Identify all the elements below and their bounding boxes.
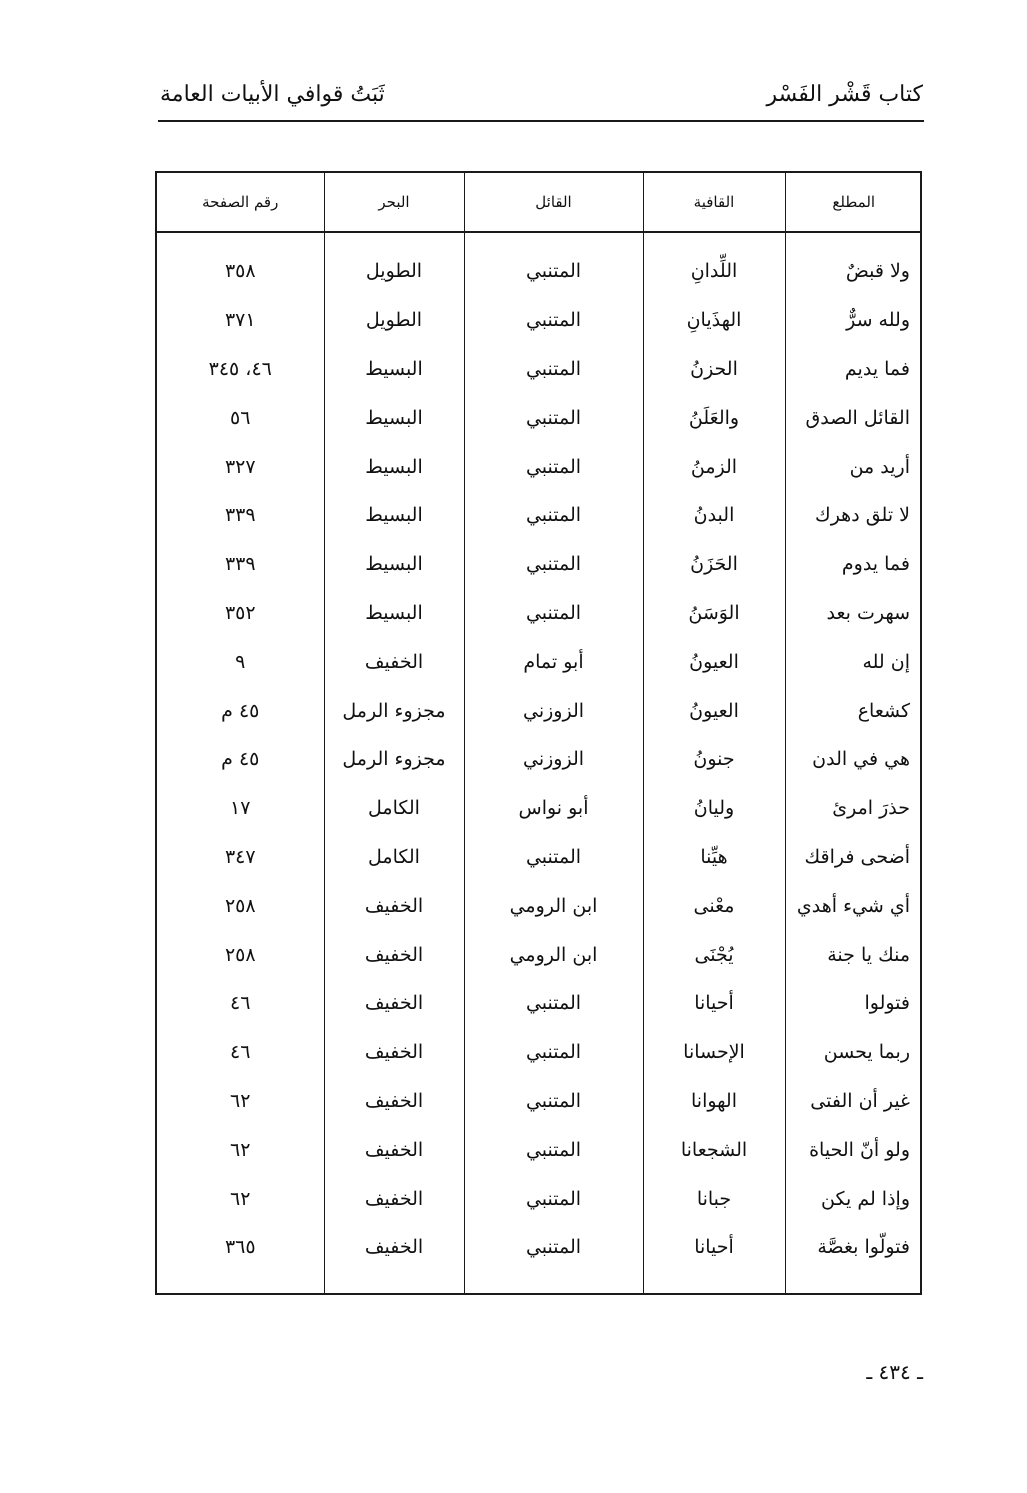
cell-rhyme: اللِّدانِ — [643, 232, 785, 296]
table-row — [157, 1223, 922, 1272]
col-header-rhyme: القافية — [643, 173, 785, 232]
cell-page: ٢٥٨ — [224, 894, 256, 917]
table-header-row — [157, 173, 922, 232]
cell-page: ٣٣٩ — [224, 504, 256, 527]
cell-meter: الخفيف — [324, 881, 464, 930]
cell-rhyme: الحزنُ — [643, 345, 785, 394]
cell-opening: لا تلق دهرك — [785, 491, 922, 540]
cell-opening: كشعاع — [785, 686, 922, 735]
table-row — [157, 442, 922, 491]
cell-opening: غير أن الفتى — [785, 1077, 922, 1126]
cell-meter: البسيط — [324, 491, 464, 540]
header-rule — [158, 120, 924, 122]
table-row — [157, 979, 922, 1028]
cell-opening: هي في الدن — [785, 735, 922, 784]
cell-page: ١٧ — [230, 797, 251, 820]
cell-meter: البسيط — [324, 589, 464, 638]
cell-page: ٣٦٥ — [224, 1236, 256, 1259]
cell-meter: الخفيف — [324, 1223, 464, 1272]
cell-rhyme: الإحسانا — [643, 1028, 785, 1077]
cell-meter: الخفيف — [324, 930, 464, 979]
cell-opening: ولو أنّ الحياة — [785, 1125, 922, 1174]
cell-page: ٦٢ — [230, 1138, 251, 1161]
cell-meter: البسيط — [324, 345, 464, 394]
cell-page: ٤٥ م — [221, 699, 260, 722]
col-header-page: رقم الصفحة — [157, 173, 324, 232]
cell-poet: المتنبي — [464, 1174, 643, 1223]
cell-poet: المتنبي — [464, 833, 643, 882]
cell-opening: وإذا لم يكن — [785, 1174, 922, 1223]
cell-poet: المتنبي — [464, 1077, 643, 1126]
cell-opening: فتولّوا بغصَّة — [785, 1223, 922, 1272]
cell-rhyme: هيِّنا — [643, 833, 785, 882]
table-row — [157, 833, 922, 882]
cell-rhyme: الزمنُ — [643, 442, 785, 491]
cell-page: ٣٣٩ — [224, 553, 256, 576]
table-row — [157, 1077, 922, 1126]
table-row — [157, 784, 922, 833]
cell-poet: المتنبي — [464, 1028, 643, 1077]
table-row — [157, 1028, 922, 1077]
cell-page: ٤٦ — [230, 992, 251, 1015]
cell-opening: ربما يحسن — [785, 1028, 922, 1077]
table-row — [157, 232, 922, 296]
cell-rhyme: معْنى — [643, 881, 785, 930]
cell-rhyme: الحَزَنُ — [643, 540, 785, 589]
cell-page: ٢٥٨ — [224, 943, 256, 966]
cell-rhyme: يُجْنَى — [643, 930, 785, 979]
cell-meter: مجزوء الرمل — [324, 686, 464, 735]
col-header-meter: البحر — [324, 173, 464, 232]
cell-opening: أريد من — [785, 442, 922, 491]
table-row — [157, 1125, 922, 1174]
cell-poet: المتنبي — [464, 979, 643, 1028]
table-row — [157, 930, 922, 979]
cell-rhyme: والعَلَنُ — [643, 393, 785, 442]
cell-meter: الطويل — [324, 296, 464, 345]
cell-rhyme: وليانُ — [643, 784, 785, 833]
cell-poet: المتنبي — [464, 393, 643, 442]
cell-rhyme: جبانا — [643, 1174, 785, 1223]
cell-meter: الخفيف — [324, 1125, 464, 1174]
book-title: كتاب قَشْر الفَسْر — [766, 82, 923, 107]
cell-rhyme: الشجعانا — [643, 1125, 785, 1174]
cell-meter: الخفيف — [324, 1028, 464, 1077]
cell-opening: أضحى فراقك — [785, 833, 922, 882]
cell-opening: فتولوا — [785, 979, 922, 1028]
table-row — [157, 735, 922, 784]
table-row — [157, 637, 922, 686]
cell-page: ٦٢ — [230, 1089, 251, 1112]
cell-rhyme: جنونُ — [643, 735, 785, 784]
cell-rhyme: الهذَيانِ — [643, 296, 785, 345]
cell-page: ٤٦ — [230, 1041, 251, 1064]
cell-rhyme: البدنُ — [643, 491, 785, 540]
table-row — [157, 589, 922, 638]
cell-opening: ولا قبضٌ — [785, 232, 922, 296]
rhyme-index-table — [155, 171, 922, 1295]
cell-poet: المتنبي — [464, 491, 643, 540]
cell-page: ٤٦، ٣٤٥ — [208, 357, 272, 380]
cell-meter: الخفيف — [324, 1174, 464, 1223]
cell-poet: المتنبي — [464, 232, 643, 296]
table-row — [157, 345, 922, 394]
cell-page: ٣٧١ — [224, 309, 256, 332]
table-row — [157, 491, 922, 540]
cell-poet: أبو تمام — [464, 637, 643, 686]
cell-opening: فما يدوم — [785, 540, 922, 589]
cell-page: ٣٥٢ — [224, 601, 256, 624]
cell-poet: المتنبي — [464, 345, 643, 394]
cell-page: ٣٢٧ — [224, 455, 256, 478]
table-row — [157, 296, 922, 345]
cell-meter: الطويل — [324, 232, 464, 296]
cell-meter: البسيط — [324, 442, 464, 491]
cell-meter: مجزوء الرمل — [324, 735, 464, 784]
cell-rhyme: أحيانا — [643, 979, 785, 1028]
cell-opening: أي شيء أهدي — [785, 881, 922, 930]
page-number: ـ ٤٣٤ ـ — [866, 1360, 923, 1384]
table-row — [157, 881, 922, 930]
cell-opening: سهرت بعد — [785, 589, 922, 638]
table-row — [157, 393, 922, 442]
cell-poet: ابن الرومي — [464, 881, 643, 930]
cell-poet: المتنبي — [464, 442, 643, 491]
cell-opening: منك يا جنة — [785, 930, 922, 979]
col-header-poet: القائل — [464, 173, 643, 232]
cell-poet: المتنبي — [464, 589, 643, 638]
cell-page: ٣٥٨ — [224, 260, 256, 283]
table-row — [157, 1174, 922, 1223]
col-header-opening: المطلع — [785, 173, 922, 232]
cell-opening: ولله سرٌّ — [785, 296, 922, 345]
cell-opening: حذرَ امرئ — [785, 784, 922, 833]
cell-page: ٤٥ م — [221, 748, 260, 771]
cell-opening: إن لله — [785, 637, 922, 686]
cell-opening: القائل الصدق — [785, 393, 922, 442]
cell-poet: الزوزني — [464, 686, 643, 735]
cell-page: ٦٢ — [230, 1187, 251, 1210]
cell-poet: المتنبي — [464, 1223, 643, 1272]
cell-poet: المتنبي — [464, 1125, 643, 1174]
cell-poet: المتنبي — [464, 296, 643, 345]
cell-page: ٥٦ — [230, 406, 251, 429]
cell-rhyme: الوَسَنُ — [643, 589, 785, 638]
cell-rhyme: العيونُ — [643, 637, 785, 686]
table-row — [157, 540, 922, 589]
table-row — [157, 686, 922, 735]
cell-meter: الكامل — [324, 784, 464, 833]
cell-meter: البسيط — [324, 540, 464, 589]
cell-meter: البسيط — [324, 393, 464, 442]
cell-poet: ابن الرومي — [464, 930, 643, 979]
cell-rhyme: أحيانا — [643, 1223, 785, 1272]
cell-meter: الخفيف — [324, 637, 464, 686]
table-filler-row — [157, 1272, 922, 1294]
cell-rhyme: العيونُ — [643, 686, 785, 735]
cell-poet: أبو نواس — [464, 784, 643, 833]
running-header — [160, 82, 923, 122]
section-title: ثَبَتُ قوافي الأبيات العامة — [160, 82, 385, 107]
cell-meter: الكامل — [324, 833, 464, 882]
cell-opening: فما يديم — [785, 345, 922, 394]
cell-meter: الخفيف — [324, 1077, 464, 1126]
cell-page: ٣٤٧ — [224, 845, 256, 868]
cell-poet: الزوزني — [464, 735, 643, 784]
cell-page: ٩ — [235, 650, 246, 673]
cell-rhyme: الهوانا — [643, 1077, 785, 1126]
cell-meter: الخفيف — [324, 979, 464, 1028]
cell-poet: المتنبي — [464, 540, 643, 589]
